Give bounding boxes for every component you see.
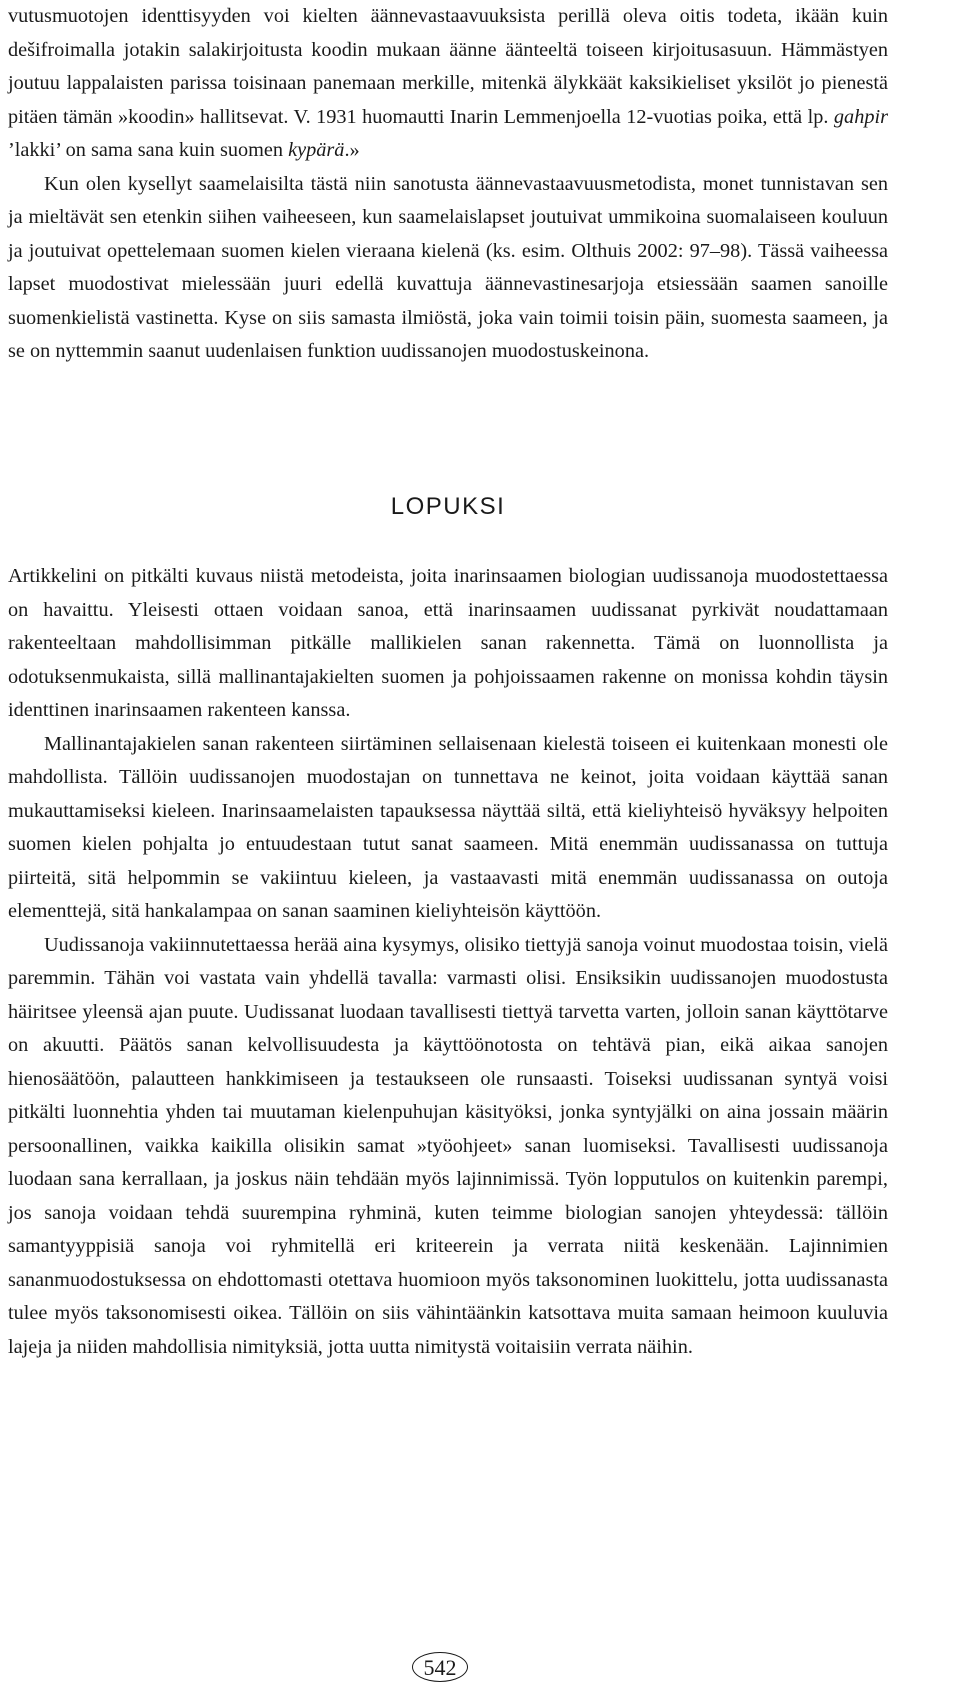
paragraph-text: vutusmuotojen identtisyyden voi kielten äännevastaavuuksista perillä oleva oitis todeta, ikään kuin dešifroimalla jotakin salakirjoitusta koodin mukaan äänne äänteeltä toiseen kirjoitusasuun. Hämmästyen joutuu lappalaisten parissa toisinaan panemaan merkille, mitenkä älykkäät kaksikieliset yksilöt jo pienestä pitäen tämän »koodin» hallitsevat. V. 1931 huomautti Inarin Lemmenjoella 12-vuotias poika, että lp.: [8, 5, 888, 128]
section-body: [8, 560, 888, 1364]
section-heading: LOPUKSI: [390, 493, 506, 520]
paragraph-conclusion-1: Artikkelini on pitkälti kuvaus niistä metodeista, joita inarinsaamen biologian uudissanoja muodostettaessa on havaittu. Yleisesti ottaen voidaan sanoa, että inarinsaamen uudissanat pyrkivät noudattamaan rakenteeltaan mahdollisimman pitkälle mallikielen sanan rakennetta. Tämä on luonnollista ja odotuksenmukaista, sillä mallinantajakielten suomen ja pohjoissaamen rakenne on monissa kohdin täysin identtinen inarinsaamen rakenteen kanssa.: [8, 565, 888, 721]
intro-text: [8, 0, 888, 369]
document-page: [8, 0, 888, 1358]
paragraph-conclusion-3: Uudissanoja vakiinnutettaessa herää aina kysymys, olisiko tiettyjä sanoja voinut muodostaa toisin, vielä paremmin. Tähän voi vastata vain yhdellä tavalla: varmasti olisi. Ensiksikin uudissanojen muodostusta häiritsee yleensä ajan puute. Uudissanat luodaan tavallisesti tiettyä tarvetta varten, jolloin sanan käyttötarve on akuutti. Päätös sanan kelvollisuudesta ja käyttöönotosta on tehtävä pian, eikä aikaa sanojen hienosäätöön, palautteen hankkimiseen ja testaukseen ole runsaasti. Toiseksi uudissanan syntyä voisi pitkälti luonnehtia yhden tai muutaman kielenpuhujan käsityöksi, jonka syntyjälki on aina jossain määrin persoonallinen, vaikka kaikilla olisikin samat »työohjeet» sanan luomiseksi. Tavallisesti uudissanoja luodaan sana kerrallaan, ja joskus näin tehdään myös lajinnimissä. Työn lopputulos on kuitenkin parempi, jos sanoja voidaan tehdä suurempina ryhminä, kuten teimme biologian sanojen yhteydessä: tällöin samantyyppisiä sanoja voi ryhmitellä eri kriteerein ja verrata niitä keskenään. Lajinnimien sananmuodostuksessa on ehdottomasti otettava huomioon myös taksonominen luokittelu, jotta uudissanasta tulee myös taksonomisesti oikea. Tällöin on siis vähintäänkin katsottava muita samaan heimoon kuuluvia lajeja ja niiden mahdollisia nimityksiä, jotta uutta nimitystä voitaisiin verrata näihin.: [8, 933, 888, 1358]
paragraph-conclusion-2: Mallinantajakielen sanan rakenteen siirtäminen sellaisenaan kielestä toiseen ei kuitenkaan monesti ole mahdollista. Tällöin uudissanojen muodostajan on tunnettava ne keinot, joita voidaan käyttää sanan mukauttamiseksi kieleen. Inarinsaamelaisten tapauksessa näyttää siltä, että kieliyhteisö hyväksyy helpoiten suomen kielen pohjalta jo entuudestaan tutut sanat saameen. Mitä enemmän uudissanassa on tuttuja piirteitä, sitä helpommin se vakiintuu kieleen, ja vastaavasti mitä enemmän uudissanassa on outoja elementtejä, sitä hankalampaa on sanan saaminen kieliyhteisön käyttöön.: [8, 732, 888, 922]
paragraph-text: .»: [344, 139, 360, 161]
paragraph-sound-correspondence: Kun olen kysellyt saamelaisilta tästä niin sanotusta äännevastaavuusmetodista, monet tunnistavan sen ja mieltävät sen etenkin siihen vaiheeseen, kun saamelaislapset joutuivat ummikoina suomalaiseen kouluun ja joutuivat opettelemaan suomen kielen vieraana kielenä (ks. esim. Olthuis 2002: 97–98). Tässä vaiheessa lapset muodostivat mielessään juuri edellä kuvattuja äännevastinesarjoja etsiessään saamen sanoille suomenkielistä vastinetta. Kyse on siis samasta ilmiöstä, joka vain toimii toisin päin, suomesta saameen, ja se on nyttemmin saanut uudenlaisen funktion uudissanojen muodostuskeinona.: [8, 172, 888, 362]
paragraph-quote-continuation: [8, 0, 888, 168]
italic-word-gahpir: gahpir: [833, 105, 888, 128]
page-number: 542: [412, 1652, 468, 1682]
paragraph-text: ’lakki’ on sama sana kuin suomen: [8, 139, 289, 161]
italic-word-kypara: kypärä: [288, 139, 345, 161]
